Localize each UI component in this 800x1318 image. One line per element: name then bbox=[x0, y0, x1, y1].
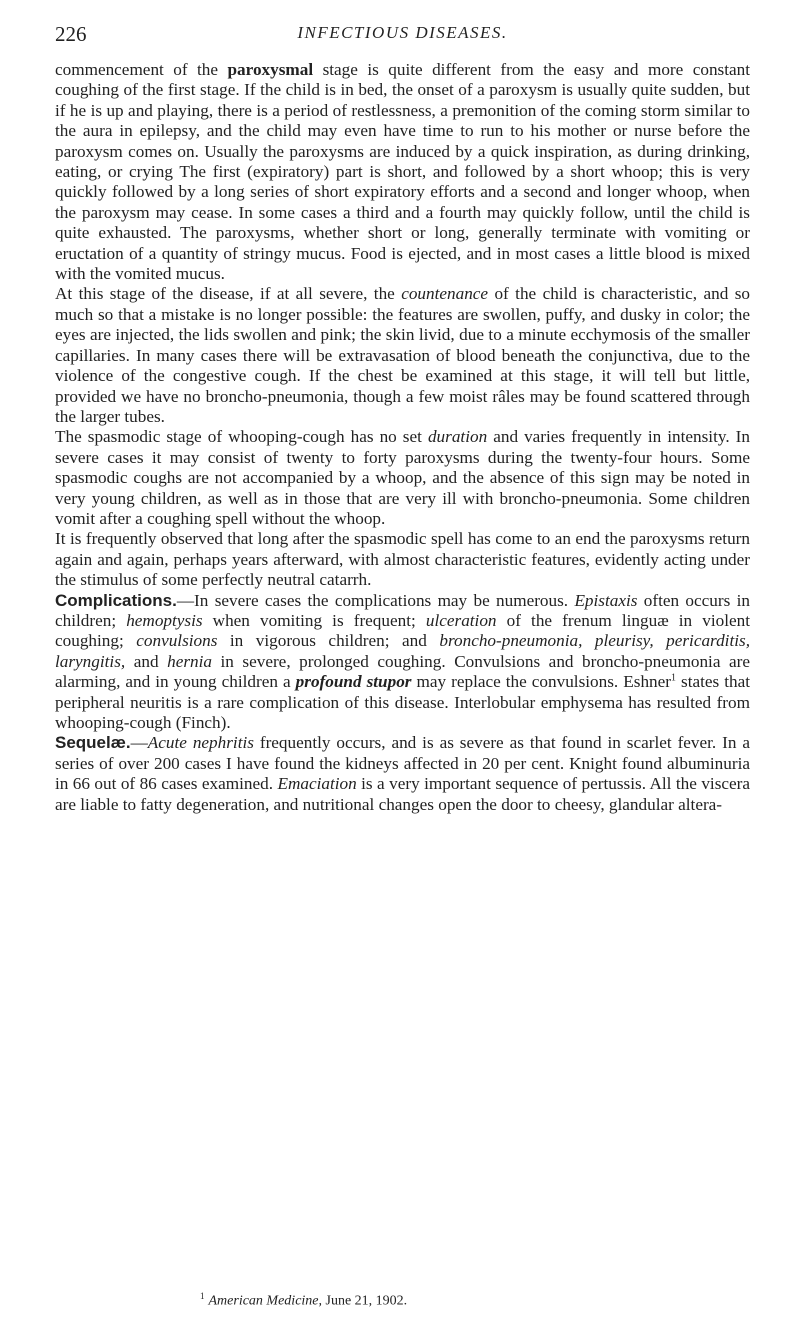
section-heading: Complications. bbox=[55, 590, 177, 610]
footnote-source: American Medicine, bbox=[208, 1293, 323, 1309]
footnote bbox=[200, 1291, 407, 1310]
footnote-date: June 21, 1902. bbox=[322, 1293, 408, 1309]
section-heading: Sequelæ. bbox=[55, 733, 131, 753]
paragraph-sequelae: Sequelæ.—Acute nephritis frequently occurs, and is as severe as that found in scarlet fever. In a series of over 200 cases I have found the kidneys affected in 20 per cent. Knight found albuminuria in 66 out of 86 cases examined. Emaciation is a very important sequence of pertussis. All the viscera are liable to fatty degeneration, and nutritional changes open the door to cheesy, glandular altera- bbox=[55, 733, 750, 814]
paragraph: The spasmodic stage of whooping-cough has no set duration and varies frequently in intensity. In severe cases it may consist of twenty to forty paroxysms during the twenty-four hours. Some spasmodic coughs are not accompanied by a whoop, and the absence of this sign may be noted in very young children, as well as in those that are very ill with broncho-pneumonia. Some children vomit after a coughing spell without the whoop. bbox=[55, 427, 750, 528]
page-header bbox=[55, 22, 750, 48]
footnote-mark: 1 bbox=[200, 1291, 205, 1301]
paragraph: At this stage of the disease, if at all severe, the countenance of the child is characteristic, and so much so that a mistake is no longer possible: the features are swollen, puffy, and dusky in color; the eyes are injected, the lids swollen and pink; the skin livid, due to a minute ecchymosis of the smaller capillaries. In many cases there will be extravasation of blood beneath the conjunctiva, due to the violence of the congestive cough. If the chest be examined at this stage, it will tell but little, provided we have no broncho-pneumonia, though a few moist râles may be found scattered through the larger tubes. bbox=[55, 284, 750, 426]
page-number: 226 bbox=[55, 22, 87, 46]
paragraph-complications: Complications.—In severe cases the complications may be numerous. Epistaxis often occurs in children; hemoptysis when vomiting is frequent; ulceration of the frenum linguæ in violent coughing; convulsions in vigorous children; and broncho-pneumonia, pleurisy, pericarditis, laryngitis, and hernia in severe, prolonged coughing. Convulsions and broncho-pneumonia are alarming, and in young children a profound stupor may replace the convulsions. Eshner$^1$ states that peripheral neuritis is a rare complication of this disease. Interlobular emphysema has resulted from whooping-cough (Finch). bbox=[55, 590, 750, 732]
paragraph: commencement of the paroxysmal stage is quite different from the easy and more constant coughing of the first stage. If the child is in bed, the onset of a paroxysm is usually quite sudden, but if he is up and playing, there is a period of restlessness, a premonition of the coming storm similar to the aura in epilepsy, and the child may even have time to run to his mother or nurse before the paroxysm comes on. Usually the paroxysms are induced by a quick inspiration, as during drinking, eating, or crying The first (expiratory) part is short, and followed by a short whoop; this is very quickly followed by a long series of short expiratory efforts and a second and longer whoop, when the paroxysm may cease. In some cases a third and a fourth may quickly follow, until the child is quite exhausted. The paroxysms, whether short or long, generally terminate with vomiting or eructation of a quantity of stringy mucus. Food is ejected, and in most cases a little blood is mixed with the vomited mucus. bbox=[55, 60, 751, 284]
page-body bbox=[55, 60, 750, 815]
paragraph: It is frequently observed that long after the spasmodic spell has come to an end the paroxysms return again and again, perhaps years afterward, with almost characteristic features, evidently acting under the stimulus of some perfectly neutral catarrh. bbox=[55, 529, 750, 590]
footnote-ref: 1 bbox=[670, 672, 676, 684]
running-head: INFECTIOUS DISEASES. bbox=[297, 23, 508, 42]
